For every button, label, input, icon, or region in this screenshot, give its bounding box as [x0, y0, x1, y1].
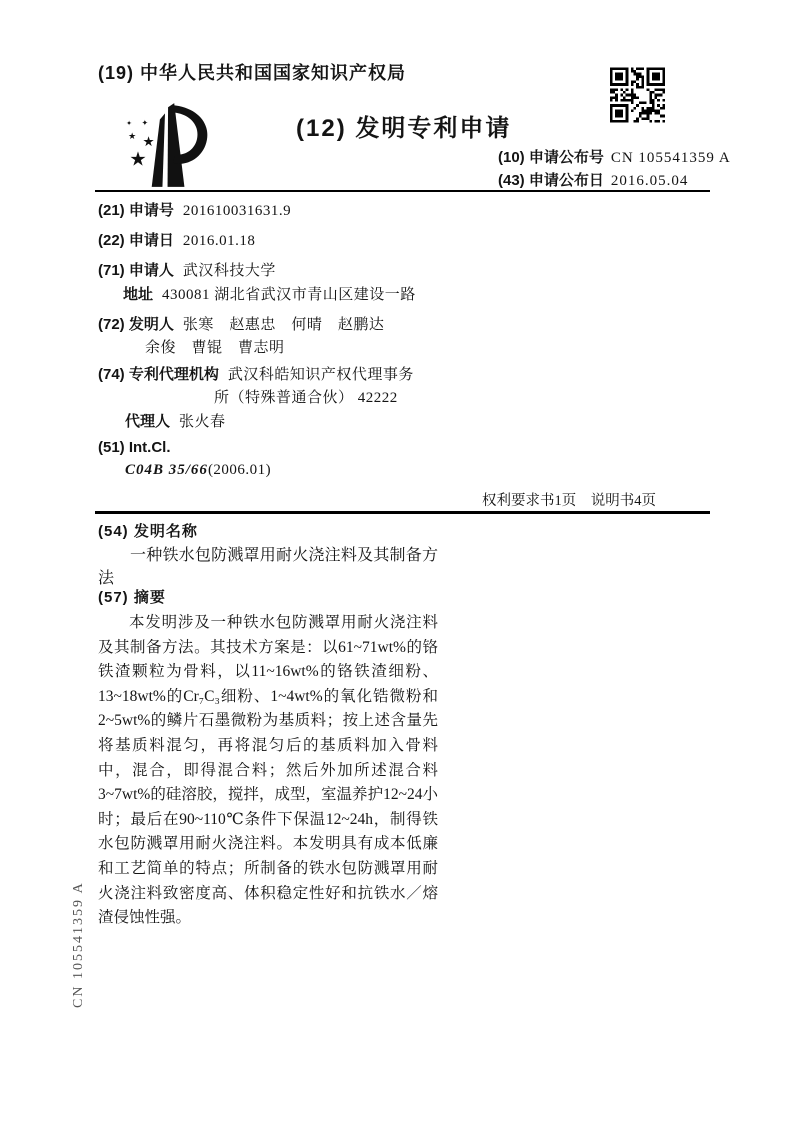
- agent-label: 代理人: [125, 413, 171, 430]
- star-icon: ★: [129, 149, 147, 171]
- invention-title-section: [98, 520, 438, 590]
- bibliographic-data: [98, 199, 488, 482]
- intcl-label: (51) Int.Cl.: [98, 439, 171, 456]
- applicant-row: [98, 259, 488, 283]
- address-value: 430081 湖北省武汉市青山区建设一路: [162, 287, 416, 303]
- abstract-label: (57) 摘要: [98, 589, 166, 606]
- agent-row: [98, 410, 488, 434]
- intcl-edition: (2006.01): [207, 462, 272, 478]
- invention-title-label: (54) 发明名称: [98, 523, 198, 540]
- pages-count-info: 权利要求书1页 说明书4页: [482, 493, 656, 509]
- application-number-value: 201610031631.9: [182, 203, 292, 219]
- star-icon: ★: [128, 130, 137, 141]
- agency-line1: 武汉科皓知识产权代理事务: [227, 367, 414, 383]
- intcl-value-row: [98, 459, 488, 482]
- application-number-label: (21) 申请号: [98, 202, 174, 219]
- agent-value: 张火春: [179, 414, 226, 430]
- document-type-title: (12) 发明专利申请: [296, 115, 512, 142]
- application-date-value: 2016.01.18: [182, 233, 256, 249]
- vertical-publication-number: CN 105541359 A: [71, 881, 86, 1008]
- inventors-line1: 张寒 赵惠忠 何晴 赵鹏达: [182, 317, 385, 333]
- applicant-label: (71) 申请人: [98, 262, 174, 279]
- inventors-row-continued: [98, 337, 488, 360]
- patent-office-name: (19) 中华人民共和国国家知识产权局: [98, 63, 407, 83]
- publication-number-line: [498, 146, 731, 167]
- invention-title: 一种铁水包防溅罩用耐火浇注料及其制备方法: [98, 547, 438, 587]
- abstract-text: 本发明涉及一种铁水包防溅罩用耐火浇注料及其制备方法。其技术方案是：以61~71wt%的铬铁渣颗粒为骨料，以11~16wt%的铬铁渣细粉、13~18wt%的Cr₇C₃细粉、1~4wt%的氧化锆微粉和2~5wt%的鳞片石墨微粉为基质料；按上述含量先将基质料混匀，再将混匀后的基质料加入骨料中，混合，即得混合料；然后外加所述混合料3~7wt%的硅溶胶，搅拌，成型，室温养护12~24小时；最后在90~110℃条件下保温12~24h，制得铁水包防溅罩用耐火浇注料。本发明具有成本低廉和工艺简单的特点；所制备的铁水包防溅罩用耐火浇注料致密度高、体积稳定性好和抗铁水／熔渣侵蚀性强。: [98, 614, 438, 927]
- inventors-line2: 余俊 曹锟 曹志明: [145, 340, 285, 356]
- applicant-value: 武汉科技大学: [182, 263, 276, 279]
- publication-date-label: (43) 申请公布日: [498, 172, 604, 189]
- cnipa-logo-icon: [112, 98, 218, 190]
- abstract-section: [98, 586, 438, 931]
- agency-line2: 所（特殊普通合伙） 42222: [214, 390, 398, 406]
- address-label: 地址: [123, 286, 154, 303]
- publication-number-value: CN 105541359 A: [610, 150, 731, 166]
- sparkle-icon: ✦: [141, 118, 149, 128]
- publication-date-value: 2016.05.04: [610, 173, 689, 189]
- application-date-label: (22) 申请日: [98, 232, 174, 249]
- intcl-classification-code: C04B 35/66: [125, 462, 208, 478]
- inventors-label: (72) 发明人: [98, 316, 174, 333]
- intcl-row: [98, 436, 488, 459]
- application-number-row: [98, 199, 488, 223]
- qr-code: [610, 67, 665, 123]
- agency-row-continued: [98, 387, 488, 410]
- agency-label: (74) 专利代理机构: [98, 366, 219, 383]
- inventors-row: [98, 313, 488, 337]
- application-date-row: [98, 229, 488, 253]
- horizontal-rule-middle: [95, 511, 710, 514]
- horizontal-rule-top: [95, 190, 710, 192]
- agency-row: [98, 363, 488, 387]
- sparkle-icon: ✦: [126, 119, 133, 128]
- publication-number-label: (10) 申请公布号: [498, 149, 604, 166]
- applicant-address-row: [98, 283, 488, 307]
- publication-date-line: [498, 169, 688, 190]
- star-icon: ★: [142, 134, 155, 150]
